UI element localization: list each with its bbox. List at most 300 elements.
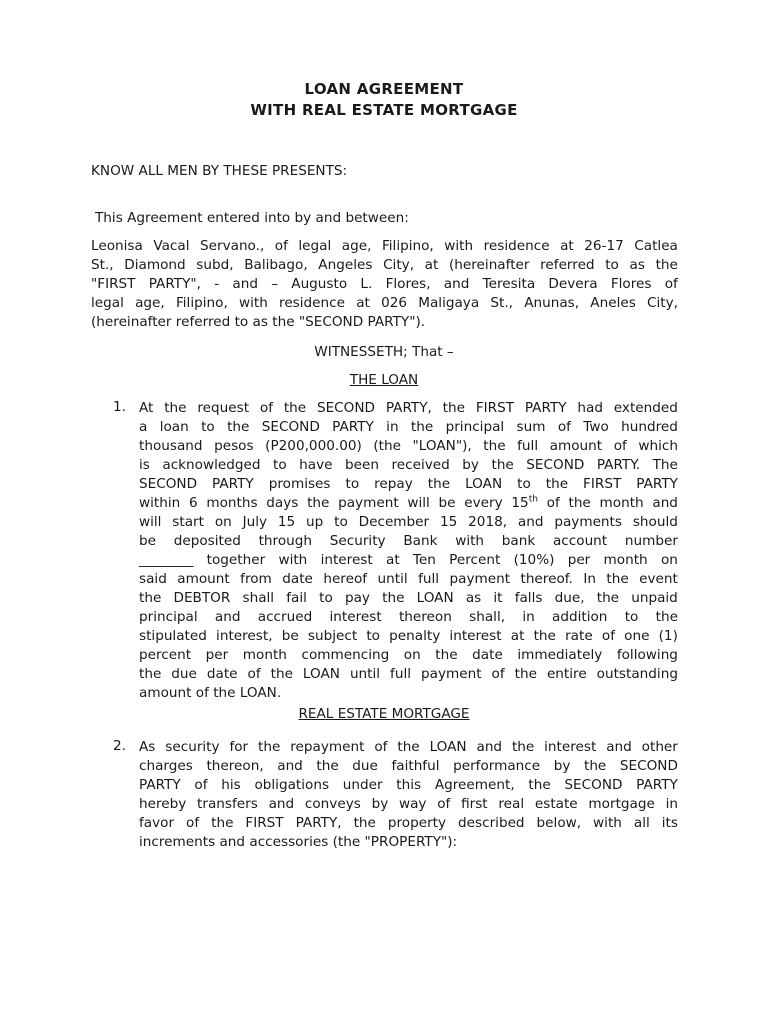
word: it [493, 590, 503, 606]
word: the [410, 419, 434, 435]
word: PARTY, [295, 815, 342, 831]
word: Anunas, [524, 295, 580, 311]
word: faithful [391, 758, 440, 774]
word: (1) [658, 628, 678, 644]
word: full [517, 438, 539, 454]
word: shall, [469, 609, 506, 625]
word: the [435, 647, 458, 663]
word: 26-17 [584, 238, 624, 254]
word: due [352, 758, 378, 774]
word: as [465, 590, 482, 606]
word: together [206, 552, 266, 568]
word: Flores, [385, 276, 431, 292]
word: interest [320, 552, 373, 568]
word: age, [341, 238, 372, 254]
word: is [139, 457, 150, 473]
word: of [613, 438, 627, 454]
word: Agreement, [434, 777, 515, 793]
word: the [511, 739, 535, 755]
word: event [639, 571, 678, 587]
section2-paragraph [139, 738, 678, 852]
word: the [596, 590, 620, 606]
word: property [387, 815, 447, 831]
word: the [353, 815, 376, 831]
word: thereon, [206, 758, 264, 774]
word: repay [374, 476, 413, 492]
word: at [424, 257, 439, 273]
word: FIRST [245, 815, 284, 831]
word: the [316, 758, 339, 774]
word: Servano., [199, 238, 265, 254]
word: and [214, 609, 241, 625]
word: sum [516, 419, 546, 435]
paragraph-line [91, 275, 678, 294]
paragraph-line [139, 589, 678, 608]
word: to [201, 419, 215, 435]
word: full [390, 666, 412, 682]
paragraph-line [139, 814, 678, 833]
word: real [498, 796, 525, 812]
word: up [306, 514, 324, 530]
word: City, [647, 295, 678, 311]
word: security [165, 739, 220, 755]
word: PARTY. [596, 457, 641, 473]
word: date [472, 647, 503, 663]
word: one [624, 628, 650, 644]
word: (the [373, 438, 401, 454]
word: – [271, 276, 279, 292]
word: PARTY [139, 777, 181, 793]
word: at [356, 295, 370, 311]
word: within [139, 495, 181, 511]
word: age, [135, 295, 165, 311]
word: FIRST [583, 476, 622, 492]
word: outstanding [596, 666, 678, 682]
word: the [258, 739, 281, 755]
word: estate [534, 796, 578, 812]
word: the [397, 739, 420, 755]
ordinal-suffix: th [528, 494, 538, 505]
word: percent [139, 647, 192, 663]
paragraph-line [139, 551, 678, 570]
section1-paragraph [139, 399, 678, 703]
word: the [514, 666, 537, 682]
word: the [655, 257, 678, 273]
intro: This Agreement entered into by and between: [95, 210, 409, 226]
paragraph-line [139, 627, 678, 646]
word: date [206, 666, 238, 682]
word: as [629, 257, 645, 273]
word: PARTY [332, 419, 374, 435]
word: principal [139, 609, 198, 625]
word: St., [91, 257, 114, 273]
word: payment [338, 495, 399, 511]
word: month [599, 495, 644, 511]
word: of [491, 666, 505, 682]
word: way [398, 796, 427, 812]
word: pay [344, 590, 370, 606]
word: the [528, 777, 551, 793]
word: by [371, 796, 389, 812]
word: SECOND [139, 476, 198, 492]
word: amount [177, 571, 230, 587]
word: falls [514, 590, 543, 606]
word: At [139, 400, 154, 416]
word: due [171, 666, 197, 682]
word: immediately [517, 647, 603, 663]
word: months [206, 495, 258, 511]
word: PARTY [636, 777, 678, 793]
word: PARTY [212, 476, 254, 492]
word: bank [501, 533, 536, 549]
word: unpaid [631, 590, 678, 606]
word: on [403, 647, 421, 663]
word: (P200,000.00) [265, 438, 362, 454]
word: St., [490, 295, 513, 311]
word: date [282, 571, 313, 587]
word: As [139, 739, 156, 755]
paragraph-line [139, 532, 678, 551]
word: in [386, 419, 399, 435]
word: by [553, 758, 571, 774]
word: Teresita [482, 276, 536, 292]
word: under [342, 777, 383, 793]
word: this [396, 777, 422, 793]
word: acknowledged [162, 457, 261, 473]
word: of [437, 796, 451, 812]
line-text: increments and accessories (the "PROPERTY"): [139, 834, 458, 850]
word: of [259, 400, 273, 416]
word: the [227, 419, 250, 435]
word: the [442, 400, 465, 416]
word: and [606, 739, 632, 755]
word: with [238, 295, 268, 311]
word: (10%) [513, 552, 555, 568]
section2-number: 2. [113, 738, 126, 754]
paragraph-line [139, 776, 678, 795]
word: at [560, 238, 574, 254]
word: conveys [304, 796, 361, 812]
word: below, [536, 815, 582, 831]
word: been [345, 457, 379, 473]
word: mortgage [588, 796, 655, 812]
word: residence [279, 295, 345, 311]
document-title-line2: WITH REAL ESTATE MORTGAGE [250, 101, 518, 119]
paragraph-line [91, 313, 678, 332]
parties-paragraph [91, 237, 678, 332]
word: month [242, 647, 287, 663]
word: 026 [381, 295, 408, 311]
word: fail [286, 590, 307, 606]
word: Leonisa [91, 238, 143, 254]
word: on [660, 552, 678, 568]
word: the [606, 571, 629, 587]
word: amount [549, 438, 603, 454]
word: penalty [389, 628, 441, 644]
word: have [299, 457, 333, 473]
word: per [567, 552, 591, 568]
word: SECOND [526, 457, 585, 473]
word: referred [540, 257, 595, 273]
word: be [139, 533, 156, 549]
word: SECOND [261, 419, 320, 435]
word: subd, [196, 257, 234, 273]
word: SECOND [316, 400, 375, 416]
word: the [139, 590, 162, 606]
word: at [510, 628, 525, 644]
word: SECOND [564, 777, 623, 793]
word: interest [449, 628, 502, 644]
word: deposited [173, 533, 241, 549]
word: FIRST [475, 400, 515, 416]
word: from [240, 571, 272, 587]
word: will [407, 495, 430, 511]
word: other [641, 739, 678, 755]
word: all [633, 815, 650, 831]
word: Filipino, [381, 238, 434, 254]
word: said [139, 571, 167, 587]
word: PARTY", [148, 276, 201, 292]
word: first [461, 796, 488, 812]
word: Maligaya [418, 295, 480, 311]
word: the [139, 666, 162, 682]
paragraph-line [91, 237, 678, 256]
paragraph-line [139, 646, 678, 665]
line-text: amount of the LOAN. [139, 685, 282, 701]
word: entire [546, 666, 587, 682]
word: payment [421, 666, 482, 682]
word: commencing [301, 647, 390, 663]
paragraph-line [139, 570, 678, 589]
word: and [652, 495, 678, 511]
word: 6 [188, 495, 198, 511]
word: on [214, 514, 232, 530]
word: be [438, 495, 456, 511]
word: 2018, [468, 514, 508, 530]
word: Vacal [153, 238, 190, 254]
word: legal [298, 238, 332, 254]
word: the [533, 628, 556, 644]
word: - [214, 276, 220, 292]
paragraph-line [139, 437, 678, 456]
word: Augusto [291, 276, 348, 292]
word: shall [242, 590, 275, 606]
word: the [545, 476, 569, 492]
word: of [546, 495, 560, 511]
word: the [568, 495, 591, 511]
paragraph-line [139, 665, 678, 684]
word: until [377, 571, 408, 587]
word: July [242, 514, 268, 530]
word: until [349, 666, 381, 682]
word: In [583, 571, 596, 587]
word: Bank [403, 533, 438, 549]
word: thereof. [520, 571, 573, 587]
word: its [661, 815, 678, 831]
word: will [139, 514, 162, 530]
word: "LOAN"), [412, 438, 472, 454]
line-text: (hereinafter referred to as the "SECOND PARTY"). [91, 314, 426, 330]
word: Ten [412, 552, 436, 568]
word: through [258, 533, 313, 549]
word: request [197, 400, 250, 416]
word: obligations [254, 777, 330, 793]
word: payment [449, 571, 511, 587]
word: the [270, 666, 293, 682]
word: the [382, 590, 405, 606]
paragraph-line [139, 684, 678, 703]
word: Two [583, 419, 609, 435]
word: principal [445, 419, 505, 435]
word: Balibago, [244, 257, 308, 273]
word: ________ [139, 552, 194, 568]
word: SECOND [619, 758, 678, 774]
word: residence [483, 238, 550, 254]
word: performance [453, 758, 541, 774]
word: a [139, 419, 148, 435]
word: and [476, 739, 503, 755]
paragraph-line [139, 399, 678, 418]
word: stipulated [139, 628, 207, 644]
word: "FIRST [91, 276, 136, 292]
paragraph-line [91, 256, 678, 275]
word: the [307, 495, 330, 511]
word: interest, [216, 628, 273, 644]
word: the [427, 476, 451, 492]
word: with [455, 533, 485, 549]
word: 15 [439, 514, 458, 530]
paragraph-line [139, 757, 678, 776]
word: legal [91, 295, 124, 311]
paragraph-line [139, 494, 678, 513]
word: The [652, 457, 678, 473]
word: hereof [323, 571, 368, 587]
word: account [552, 533, 608, 549]
word: number [624, 533, 678, 549]
word: extended [613, 400, 678, 416]
word: and [517, 514, 544, 530]
witnesseth: WITNESSETH; That – [314, 344, 454, 360]
document-title-line1: LOAN AGREEMENT [304, 80, 464, 98]
word: at [385, 552, 400, 568]
section2-heading: REAL ESTATE MORTGAGE [298, 706, 470, 722]
word: the [491, 457, 514, 473]
word: pesos [214, 438, 254, 454]
word: to [272, 457, 287, 473]
word: be [281, 628, 299, 644]
paragraph-line [139, 795, 678, 814]
word: LOAN [465, 476, 503, 492]
word: LOAN [302, 666, 340, 682]
word: hereby [139, 796, 187, 812]
paragraph-line [139, 456, 678, 475]
word: of [194, 777, 208, 793]
word: described [458, 815, 525, 831]
word: in [665, 796, 678, 812]
word: due, [554, 590, 585, 606]
word: the [283, 400, 307, 416]
word: and [268, 796, 295, 812]
word: following [616, 647, 678, 663]
word: the [164, 400, 187, 416]
word: Filipino, [175, 295, 228, 311]
paragraph-line [139, 738, 678, 757]
word: days [266, 495, 299, 511]
word: hundred [621, 419, 678, 435]
word: his [221, 777, 241, 793]
paragraph-line [139, 833, 678, 852]
word: PARTY [524, 400, 567, 416]
word: repayment [290, 739, 365, 755]
word: should [632, 514, 678, 530]
word: interest [329, 609, 382, 625]
word: to [605, 257, 619, 273]
word: of [557, 419, 571, 435]
word: in [522, 609, 535, 625]
word: to [319, 590, 333, 606]
word: Security [329, 533, 386, 549]
word: PARTY, [385, 400, 432, 416]
word: LOAN [429, 739, 467, 755]
word: and [232, 276, 258, 292]
word: with [444, 238, 474, 254]
word: 15 [277, 514, 296, 530]
word: full [418, 571, 440, 587]
word: for [229, 739, 249, 755]
word: every [464, 495, 503, 511]
word: to [624, 609, 639, 625]
word: charges [139, 758, 193, 774]
word: interest [544, 739, 597, 755]
section1-number: 1. [113, 399, 126, 415]
word: to [334, 514, 348, 530]
word: PARTY [636, 476, 678, 492]
word: with [593, 815, 622, 831]
word: addition [552, 609, 608, 625]
word: thereon [398, 609, 452, 625]
word: Catlea [634, 238, 678, 254]
word: to [517, 476, 531, 492]
word: transfers [197, 796, 258, 812]
word: (hereinafter [448, 257, 530, 273]
word: L. [360, 276, 373, 292]
paragraph-line [91, 294, 678, 313]
word: Flores [610, 276, 652, 292]
word: payments [554, 514, 622, 530]
word: loan [159, 419, 189, 435]
word: and [277, 758, 303, 774]
word: rate [565, 628, 593, 644]
word: Devera [548, 276, 598, 292]
word: and [443, 276, 470, 292]
preamble: KNOW ALL MEN BY THESE PRESENTS: [91, 163, 348, 179]
word: Angeles [318, 257, 373, 273]
word: LOAN [416, 590, 454, 606]
word: Diamond [124, 257, 186, 273]
word: month [603, 552, 648, 568]
paragraph-line [139, 608, 678, 627]
word: subject [307, 628, 358, 644]
word: the [483, 438, 506, 454]
word: per [205, 647, 229, 663]
word: to [366, 628, 380, 644]
word: start [172, 514, 204, 530]
word: the [655, 609, 678, 625]
word: accrued [257, 609, 313, 625]
section1-heading: THE LOAN [349, 372, 419, 388]
word: had [577, 400, 603, 416]
word: promises [268, 476, 331, 492]
